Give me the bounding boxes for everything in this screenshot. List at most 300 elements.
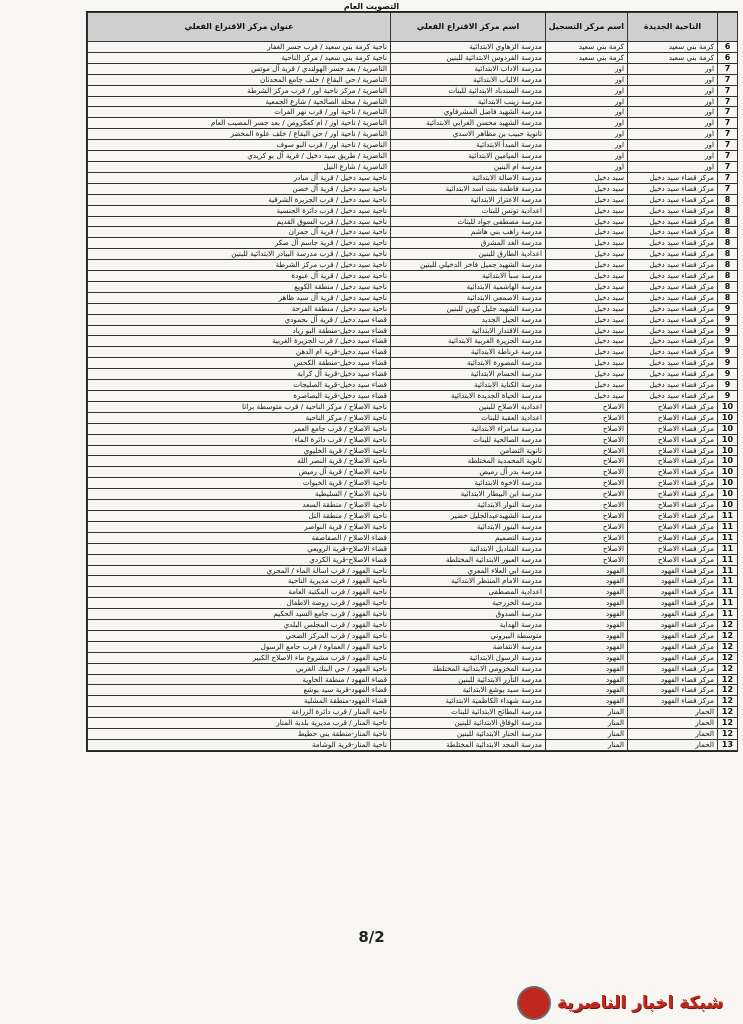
cell-polling-center: مدرسة المجد الابتدائية المختلطة bbox=[391, 740, 546, 751]
cell-polling-center: مدرسة الشهيد جليل كوين للبنين bbox=[391, 303, 546, 314]
cell-polling-center: مدرسة العبور الابتدائية المختلطة bbox=[391, 554, 546, 565]
table-row bbox=[88, 42, 738, 53]
cell-polling-address: ناحية سيد دخيل / قرب دائرة الجنسية bbox=[88, 205, 391, 216]
table-row bbox=[88, 63, 738, 74]
cell-row-number: 10 bbox=[718, 412, 738, 423]
cell-registration-center: سيد دخيل bbox=[546, 314, 628, 325]
cell-polling-center: مدرسة الامام المنتظر الابتدائية bbox=[391, 576, 546, 587]
table-row bbox=[88, 685, 738, 696]
cell-registration-center: الاصلاح bbox=[546, 434, 628, 445]
cell-polling-center: اعدادية المصطفى bbox=[391, 587, 546, 598]
table-row bbox=[88, 52, 738, 63]
cell-polling-address: الناصرية / شارع النيل bbox=[88, 161, 391, 172]
cell-row-number: 11 bbox=[718, 587, 738, 598]
cell-row-number: 6 bbox=[718, 42, 738, 53]
cell-polling-center: مدرسة زينب الابتدائية bbox=[391, 96, 546, 107]
cell-row-number: 12 bbox=[718, 630, 738, 641]
table-row bbox=[88, 172, 738, 183]
cell-polling-center: اعدادية الطارق للبنين bbox=[391, 249, 546, 260]
table-row bbox=[88, 85, 738, 96]
cell-polling-address: الناصرية / بعد جسر الهولندي / قرية آل موتس bbox=[88, 63, 391, 74]
table-row bbox=[88, 216, 738, 227]
cell-polling-center: مدرسة الغد المشرق bbox=[391, 238, 546, 249]
cell-polling-center: مدرسة بدر آل رميض bbox=[391, 467, 546, 478]
table-row bbox=[88, 423, 738, 434]
cell-registration-center: الفهود bbox=[546, 685, 628, 696]
cell-registration-center: سيد دخيل bbox=[546, 347, 628, 358]
cell-polling-center: مدرسة الاخوة الابتدائية bbox=[391, 478, 546, 489]
table-row bbox=[88, 183, 738, 194]
table-row bbox=[88, 205, 738, 216]
cell-row-number: 7 bbox=[718, 140, 738, 151]
cell-new-district: الحمار bbox=[628, 740, 718, 751]
cell-new-district: مركز قضاء سيد دخيل bbox=[628, 238, 718, 249]
cell-polling-address: ناحية كرمة بني سعيد / قرب جسر الغفار bbox=[88, 42, 391, 53]
cell-registration-center: اور bbox=[546, 151, 628, 162]
cell-row-number: 9 bbox=[718, 380, 738, 391]
cell-row-number: 6 bbox=[718, 52, 738, 63]
cell-polling-center: مدرسة الاعتزاز الابتدائية bbox=[391, 194, 546, 205]
cell-new-district: مركز قضاء الاصلاح bbox=[628, 423, 718, 434]
cell-polling-center: مدرسة المصورة الابتدائية bbox=[391, 358, 546, 369]
cell-registration-center: سيد دخيل bbox=[546, 183, 628, 194]
cell-registration-center: سيد دخيل bbox=[546, 325, 628, 336]
cell-registration-center: الفهود bbox=[546, 576, 628, 587]
cell-registration-center: اور bbox=[546, 85, 628, 96]
cell-new-district: مركز قضاء الاصلاح bbox=[628, 489, 718, 500]
cell-new-district: مركز قضاء سيد دخيل bbox=[628, 314, 718, 325]
cell-row-number: 7 bbox=[718, 63, 738, 74]
cell-polling-center: مدرسة الجزيرة الغربية الابتدائية bbox=[391, 336, 546, 347]
cell-row-number: 11 bbox=[718, 565, 738, 576]
cell-polling-center: متوسطة البيروني bbox=[391, 630, 546, 641]
column-header-new-district: الناحية الجديدة bbox=[628, 13, 718, 42]
cell-polling-address: قضاء الفهود-قرية سيد يوشع bbox=[88, 685, 391, 696]
cell-new-district: اور bbox=[628, 118, 718, 129]
table-row bbox=[88, 445, 738, 456]
table-row bbox=[88, 434, 738, 445]
cell-polling-center: مدرسة فاطمة بنت اسد الابتدائية bbox=[391, 183, 546, 194]
cell-polling-center: مدرسة الاقتدار الابتدائية bbox=[391, 325, 546, 336]
cell-registration-center: سيد دخيل bbox=[546, 336, 628, 347]
cell-registration-center: كرمة بني سعيد bbox=[546, 52, 628, 63]
cell-polling-center: ثانوية التضامن bbox=[391, 445, 546, 456]
cell-new-district: مركز قضاء سيد دخيل bbox=[628, 249, 718, 260]
cell-new-district: مركز قضاء الفهود bbox=[628, 641, 718, 652]
cell-polling-address: ناحية سيد دخيل / قرب مركز الشرطة bbox=[88, 260, 391, 271]
cell-registration-center: سيد دخيل bbox=[546, 216, 628, 227]
cell-polling-address: ناحية سيد دخيل / قرية آل مبادر bbox=[88, 172, 391, 183]
cell-row-number: 9 bbox=[718, 391, 738, 402]
cell-row-number: 8 bbox=[718, 249, 738, 260]
cell-row-number: 10 bbox=[718, 478, 738, 489]
cell-registration-center: اور bbox=[546, 161, 628, 172]
cell-new-district: مركز قضاء سيد دخيل bbox=[628, 183, 718, 194]
table-row bbox=[88, 358, 738, 369]
cell-row-number: 10 bbox=[718, 423, 738, 434]
cell-row-number: 12 bbox=[718, 685, 738, 696]
cell-new-district: مركز قضاء الفهود bbox=[628, 685, 718, 696]
cell-new-district: كرمة بني سعيد bbox=[628, 52, 718, 63]
cell-polling-center: مدرسة الشهيد جميل فاخر الدخيلي للبنين bbox=[391, 260, 546, 271]
cell-registration-center: سيد دخيل bbox=[546, 227, 628, 238]
cell-row-number: 7 bbox=[718, 85, 738, 96]
cell-registration-center: الفهود bbox=[546, 652, 628, 663]
cell-row-number: 13 bbox=[718, 740, 738, 751]
table-row bbox=[88, 238, 738, 249]
cell-polling-address: الناصرية / ناحية اور / ام كعكروص / بعد جسر المصيب العام bbox=[88, 118, 391, 129]
cell-registration-center: الاصلاح bbox=[546, 423, 628, 434]
table-row bbox=[88, 576, 738, 587]
cell-registration-center: الفهود bbox=[546, 598, 628, 609]
cell-registration-center: سيد دخيل bbox=[546, 281, 628, 292]
table-row bbox=[88, 467, 738, 478]
table-row bbox=[88, 401, 738, 412]
cell-polling-center: مدرسة الالباب الابتدائية bbox=[391, 74, 546, 85]
cell-polling-address: ناحية الفهود / العماوة / قرب جامع الرسول bbox=[88, 641, 391, 652]
cell-new-district: كرمة بني سعيد bbox=[628, 42, 718, 53]
cell-registration-center: الفهود bbox=[546, 674, 628, 685]
cell-row-number: 9 bbox=[718, 358, 738, 369]
table-row bbox=[88, 478, 738, 489]
cell-new-district: مركز قضاء الاصلاح bbox=[628, 456, 718, 467]
table-row bbox=[88, 543, 738, 554]
cell-polling-address: قضاء سيد دخيل-قرية الصليجات bbox=[88, 380, 391, 391]
cell-row-number: 7 bbox=[718, 172, 738, 183]
table-row bbox=[88, 194, 738, 205]
cell-row-number: 10 bbox=[718, 445, 738, 456]
cell-row-number: 9 bbox=[718, 369, 738, 380]
cell-registration-center: الفهود bbox=[546, 565, 628, 576]
cell-row-number: 8 bbox=[718, 194, 738, 205]
cell-new-district: اور bbox=[628, 161, 718, 172]
cell-polling-center: مدرسة البطائح الابتدائية للبنات bbox=[391, 707, 546, 718]
cell-new-district: مركز قضاء سيد دخيل bbox=[628, 358, 718, 369]
cell-polling-address: ناحية الاصلاح / قرب دائرة الماء bbox=[88, 434, 391, 445]
cell-row-number: 12 bbox=[718, 696, 738, 707]
column-header-polling-center: اسم مركز الاقتراع الفعلي bbox=[391, 13, 546, 42]
cell-new-district: مركز قضاء الاصلاح bbox=[628, 554, 718, 565]
cell-row-number: 11 bbox=[718, 609, 738, 620]
polling-centers-table bbox=[86, 11, 738, 752]
cell-polling-address: قضاء سيد دخيل-قرية البصاصرة bbox=[88, 391, 391, 402]
cell-row-number: 8 bbox=[718, 227, 738, 238]
cell-new-district: مركز قضاء الاصلاح bbox=[628, 500, 718, 511]
cell-row-number: 12 bbox=[718, 641, 738, 652]
table-row bbox=[88, 652, 738, 663]
cell-polling-center: مدرسة الصدوق bbox=[391, 609, 546, 620]
cell-polling-address: ناحية سيد دخيل / منطقة الكويع bbox=[88, 281, 391, 292]
cell-registration-center: الفهود bbox=[546, 696, 628, 707]
cell-polling-address: الناصرية / حي البقاع / خلف جامع المحدثان bbox=[88, 74, 391, 85]
cell-registration-center: سيد دخيل bbox=[546, 391, 628, 402]
cell-registration-center: اور bbox=[546, 140, 628, 151]
cell-row-number: 10 bbox=[718, 500, 738, 511]
cell-new-district: الحمار bbox=[628, 729, 718, 740]
cell-row-number: 8 bbox=[718, 292, 738, 303]
cell-polling-center: مدرسة ابن البيطار الابتدائية bbox=[391, 489, 546, 500]
column-header-number bbox=[718, 13, 738, 42]
cell-new-district: مركز قضاء سيد دخيل bbox=[628, 271, 718, 282]
cell-new-district: مركز قضاء سيد دخيل bbox=[628, 205, 718, 216]
cell-new-district: مركز قضاء الاصلاح bbox=[628, 478, 718, 489]
table-row bbox=[88, 380, 738, 391]
cell-new-district: مركز قضاء الفهود bbox=[628, 674, 718, 685]
cell-polling-address: ناحية المنار-منطقة بني حطيط bbox=[88, 729, 391, 740]
cell-row-number: 11 bbox=[718, 532, 738, 543]
watermark-text: شبكة اخبار الناصرية bbox=[556, 993, 724, 1013]
cell-polling-center: مدرسة الجيل الجديد bbox=[391, 314, 546, 325]
cell-polling-address: قضاء الاصلاح / الصفاصفة bbox=[88, 532, 391, 543]
cell-row-number: 8 bbox=[718, 216, 738, 227]
table-row bbox=[88, 271, 738, 282]
cell-new-district: مركز قضاء سيد دخيل bbox=[628, 325, 718, 336]
table-row bbox=[88, 630, 738, 641]
cell-polling-center: اعدادية الاصلاح للبنين bbox=[391, 401, 546, 412]
cell-new-district: مركز قضاء سيد دخيل bbox=[628, 369, 718, 380]
cell-polling-center: مدرسة المخزومي الابتدائية المختلطة bbox=[391, 663, 546, 674]
cell-new-district: اور bbox=[628, 140, 718, 151]
cell-polling-center: مدرسة الخزرجية bbox=[391, 598, 546, 609]
cell-row-number: 12 bbox=[718, 620, 738, 631]
cell-row-number: 7 bbox=[718, 161, 738, 172]
cell-polling-center: مدرسة سيد يوشع الابتدائية bbox=[391, 685, 546, 696]
cell-polling-center: ثانوية المحمدية المختلطة bbox=[391, 456, 546, 467]
cell-row-number: 9 bbox=[718, 303, 738, 314]
cell-polling-address: ناحية المنار / قرب مديرية بلدية المنار bbox=[88, 718, 391, 729]
cell-new-district: اور bbox=[628, 74, 718, 85]
cell-registration-center: سيد دخيل bbox=[546, 369, 628, 380]
cell-polling-address: الناصرية / ناحية اور / حي البقاع / خلف علوة المخضر bbox=[88, 129, 391, 140]
cell-new-district: اور bbox=[628, 85, 718, 96]
cell-polling-address: ناحية سيد دخيل / قرب السوق القديم bbox=[88, 216, 391, 227]
cell-polling-center: اعدادية العقبة للبنات bbox=[391, 412, 546, 423]
cell-registration-center: الاصلاح bbox=[546, 478, 628, 489]
watermark-logo bbox=[500, 986, 740, 1020]
cell-registration-center: اور bbox=[546, 96, 628, 107]
cell-registration-center: سيد دخيل bbox=[546, 172, 628, 183]
cell-polling-address: قضاء سيد دخيل-منطقة البو زياد bbox=[88, 325, 391, 336]
cell-polling-center: مدرسة الحياة الجديدة الابتدائية bbox=[391, 391, 546, 402]
cell-new-district: اور bbox=[628, 96, 718, 107]
cell-row-number: 7 bbox=[718, 129, 738, 140]
cell-polling-address: قضاء الاصلاح-قرية الكردي bbox=[88, 554, 391, 565]
cell-row-number: 7 bbox=[718, 118, 738, 129]
table-row bbox=[88, 325, 738, 336]
cell-polling-address: قضاء سيد دخيل-قرية ام الدهن bbox=[88, 347, 391, 358]
cell-registration-center: الفهود bbox=[546, 620, 628, 631]
cell-new-district: مركز قضاء الاصلاح bbox=[628, 445, 718, 456]
table-row bbox=[88, 500, 738, 511]
cell-registration-center: الاصلاح bbox=[546, 532, 628, 543]
cell-polling-center: ثانوية حبيب بن مظاهر الاسدي bbox=[391, 129, 546, 140]
cell-row-number: 8 bbox=[718, 238, 738, 249]
cell-new-district: اور bbox=[628, 129, 718, 140]
cell-polling-address: ناحية الفهود / قرب روضة الاطفال bbox=[88, 598, 391, 609]
table-row bbox=[88, 96, 738, 107]
cell-polling-address: ناحية الفهود / قرب المكتبة العامة bbox=[88, 587, 391, 598]
cell-polling-center: مدرسة القناديل الابتدائية bbox=[391, 543, 546, 554]
cell-new-district: مركز قضاء سيد دخيل bbox=[628, 336, 718, 347]
cell-polling-address: قضاء سيد دخيل-منطقة الكحس bbox=[88, 358, 391, 369]
table-header-row bbox=[88, 13, 738, 42]
cell-row-number: 12 bbox=[718, 707, 738, 718]
cell-polling-center: مدرسة الانتفاضة bbox=[391, 641, 546, 652]
cell-registration-center: الفهود bbox=[546, 663, 628, 674]
cell-registration-center: الاصلاح bbox=[546, 510, 628, 521]
cell-row-number: 10 bbox=[718, 489, 738, 500]
cell-polling-address: ناحية سيد دخيل / قرب مدرسة البيادر الابتدائية للبنين bbox=[88, 249, 391, 260]
cell-new-district: مركز قضاء الاصلاح bbox=[628, 532, 718, 543]
cell-new-district: مركز قضاء الفهود bbox=[628, 576, 718, 587]
cell-new-district: مركز قضاء الاصلاح bbox=[628, 521, 718, 532]
cell-registration-center: سيد دخيل bbox=[546, 238, 628, 249]
cell-polling-address: الناصرية / ناحية اور / قرب البو سوف bbox=[88, 140, 391, 151]
cell-polling-center: مدرسة النوار الابتدائية bbox=[391, 500, 546, 511]
cell-polling-center: مدرسة الهاشمية الابتدائية bbox=[391, 281, 546, 292]
cell-row-number: 11 bbox=[718, 554, 738, 565]
cell-row-number: 7 bbox=[718, 74, 738, 85]
table-row bbox=[88, 641, 738, 652]
cell-polling-address: ناحية سيد دخيل / قرية جاسم آل صكر bbox=[88, 238, 391, 249]
cell-registration-center: سيد دخيل bbox=[546, 260, 628, 271]
cell-polling-address: ناحية الفهود / حي البنك الغربي bbox=[88, 663, 391, 674]
table-row bbox=[88, 161, 738, 172]
column-header-polling-address: عنوان مركز الاقتراع الفعلي bbox=[88, 13, 391, 42]
cell-polling-center: مدرسة الميامين الابتدائية bbox=[391, 151, 546, 162]
cell-new-district: مركز قضاء سيد دخيل bbox=[628, 172, 718, 183]
cell-registration-center: سيد دخيل bbox=[546, 249, 628, 260]
cell-registration-center: سيد دخيل bbox=[546, 292, 628, 303]
cell-new-district: مركز قضاء الفهود bbox=[628, 598, 718, 609]
cell-row-number: 8 bbox=[718, 281, 738, 292]
table-row bbox=[88, 74, 738, 85]
cell-row-number: 12 bbox=[718, 729, 738, 740]
cell-polling-center: اعدادية تونس للبنات bbox=[391, 205, 546, 216]
cell-polling-center: مدرسة ابي العلاء المعري bbox=[391, 565, 546, 576]
cell-registration-center: الاصلاح bbox=[546, 401, 628, 412]
cell-polling-address: الناصرية / مركز ناحية اور / قرب مركز الشرطة bbox=[88, 85, 391, 96]
table-row bbox=[88, 151, 738, 162]
table-row bbox=[88, 140, 738, 151]
table-row bbox=[88, 260, 738, 271]
cell-new-district: مركز قضاء سيد دخيل bbox=[628, 194, 718, 205]
table-row bbox=[88, 620, 738, 631]
cell-new-district: مركز قضاء الفهود bbox=[628, 663, 718, 674]
cell-registration-center: الاصلاح bbox=[546, 489, 628, 500]
cell-new-district: مركز قضاء الفهود bbox=[628, 652, 718, 663]
cell-polling-center: مدرسة ام البنين bbox=[391, 161, 546, 172]
table-row bbox=[88, 587, 738, 598]
cell-row-number: 11 bbox=[718, 598, 738, 609]
cell-new-district: مركز قضاء الاصلاح bbox=[628, 401, 718, 412]
cell-registration-center: الاصلاح bbox=[546, 467, 628, 478]
table-row bbox=[88, 532, 738, 543]
cell-new-district: مركز قضاء الفهود bbox=[628, 609, 718, 620]
cell-polling-address: الناصرية / طريق سيد دخيل / قرية آل بو كريدي bbox=[88, 151, 391, 162]
cell-row-number: 8 bbox=[718, 271, 738, 282]
cell-polling-center: مدرسة سامراء الابتدائية bbox=[391, 423, 546, 434]
cell-row-number: 12 bbox=[718, 718, 738, 729]
cell-polling-address: ناحية الفهود / قرب جامع السيد الحكيم bbox=[88, 609, 391, 620]
cell-registration-center: الاصلاح bbox=[546, 543, 628, 554]
cell-polling-address: ناحية كرمة بني سعيد / مركز الناحية bbox=[88, 52, 391, 63]
cell-registration-center: الاصلاح bbox=[546, 500, 628, 511]
cell-row-number: 11 bbox=[718, 543, 738, 554]
cell-polling-address: الناصرية / ناحية اور / قرب نهر الفرات bbox=[88, 107, 391, 118]
table-row bbox=[88, 227, 738, 238]
cell-row-number: 9 bbox=[718, 347, 738, 358]
cell-registration-center: الاصلاح bbox=[546, 521, 628, 532]
cell-registration-center: الاصلاح bbox=[546, 445, 628, 456]
cell-row-number: 8 bbox=[718, 260, 738, 271]
cell-new-district: مركز قضاء سيد دخيل bbox=[628, 227, 718, 238]
cell-polling-address: قضاء الفهود / منطقة الخاوية bbox=[88, 674, 391, 685]
cell-polling-address: قضاء الفهود-منطقة المشلية bbox=[88, 696, 391, 707]
cell-row-number: 11 bbox=[718, 510, 738, 521]
table-row bbox=[88, 718, 738, 729]
cell-polling-center: مدرسة الشهيدعبدالجليل خضير bbox=[391, 510, 546, 521]
cell-row-number: 10 bbox=[718, 401, 738, 412]
cell-polling-center: مدرسة الاصمعي الابتدائية bbox=[391, 292, 546, 303]
cell-polling-address: قضاء سيد دخيل / قرب الجزيرة الغربية bbox=[88, 336, 391, 347]
cell-polling-center: مدرسة المبدأ الابتدائية bbox=[391, 140, 546, 151]
cell-registration-center: سيد دخيل bbox=[546, 205, 628, 216]
cell-new-district: مركز قضاء سيد دخيل bbox=[628, 281, 718, 292]
cell-polling-address: ناحية سيد دخيل / قرية آل حمران bbox=[88, 227, 391, 238]
cell-row-number: 11 bbox=[718, 576, 738, 587]
cell-row-number: 12 bbox=[718, 652, 738, 663]
cell-polling-address: الناصرية / محلة الصالحية / شارع الجمعية bbox=[88, 96, 391, 107]
cell-row-number: 11 bbox=[718, 521, 738, 532]
cell-polling-address: قضاء سيد دخيل-قرية آل كرابة bbox=[88, 369, 391, 380]
cell-polling-address: قضاء الاصلاح-قرية الرويعي bbox=[88, 543, 391, 554]
cell-new-district: مركز قضاء سيد دخيل bbox=[628, 292, 718, 303]
cell-new-district: مركز قضاء سيد دخيل bbox=[628, 260, 718, 271]
table-row bbox=[88, 674, 738, 685]
cell-registration-center: اور bbox=[546, 129, 628, 140]
cell-new-district: مركز قضاء الفهود bbox=[628, 630, 718, 641]
cell-row-number: 12 bbox=[718, 674, 738, 685]
cell-new-district: مركز قضاء سيد دخيل bbox=[628, 391, 718, 402]
cell-polling-center: مدرسة الصالحية للبنات bbox=[391, 434, 546, 445]
cell-polling-address: ناحية الاصلاح / مركز الناحية / قرب متوسطة براثا bbox=[88, 401, 391, 412]
table-row bbox=[88, 565, 738, 576]
cell-polling-center: مدرسة البنور الابتدائية bbox=[391, 521, 546, 532]
cell-polling-address: ناحية المنار / قرب دائرة الزراعة bbox=[88, 707, 391, 718]
table-row bbox=[88, 314, 738, 325]
cell-row-number: 7 bbox=[718, 96, 738, 107]
cell-polling-center: مدرسة راهب بني هاشم bbox=[391, 227, 546, 238]
cell-polling-address: ناحية الاصلاح / قرية الخيوات bbox=[88, 478, 391, 489]
cell-registration-center: اور bbox=[546, 74, 628, 85]
table-row bbox=[88, 281, 738, 292]
cell-polling-address: ناحية الفهود / قرب مشروع ماء الاصلاح الكبير bbox=[88, 652, 391, 663]
cell-new-district: اور bbox=[628, 63, 718, 74]
cell-row-number: 10 bbox=[718, 434, 738, 445]
cell-new-district: مركز قضاء الاصلاح bbox=[628, 510, 718, 521]
cell-registration-center: كرمة بني سعيد bbox=[546, 42, 628, 53]
table-row bbox=[88, 129, 738, 140]
cell-registration-center: المنار bbox=[546, 740, 628, 751]
cell-new-district: اور bbox=[628, 151, 718, 162]
cell-polling-center: مدرسة الهداية bbox=[391, 620, 546, 631]
cell-registration-center: سيد دخيل bbox=[546, 380, 628, 391]
cell-registration-center: اور bbox=[546, 107, 628, 118]
table-row bbox=[88, 118, 738, 129]
cell-registration-center: الفهود bbox=[546, 630, 628, 641]
cell-polling-center: مدرسة الاداب الابتدائية bbox=[391, 63, 546, 74]
